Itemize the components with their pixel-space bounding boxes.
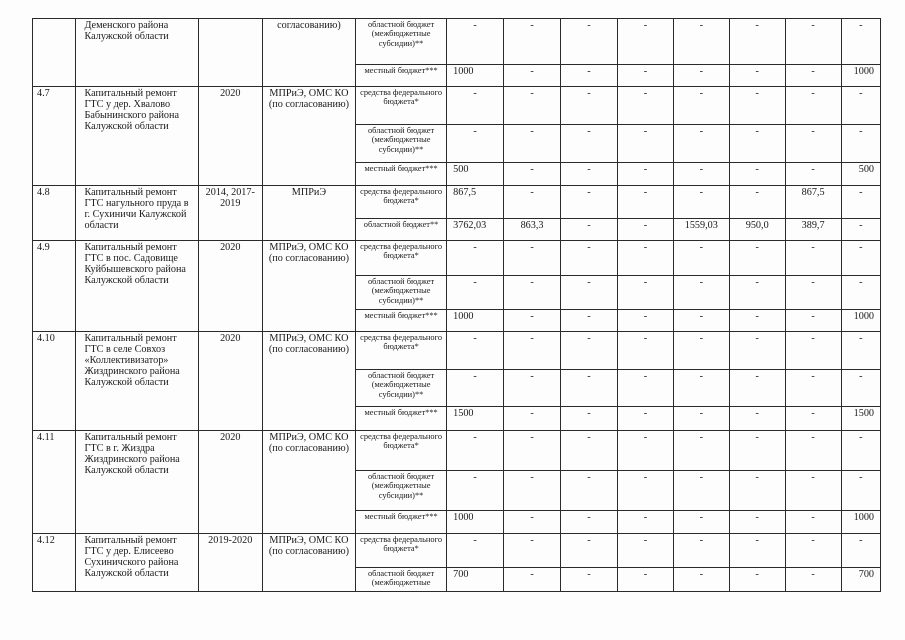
value-cell: - <box>447 471 504 511</box>
value-cell: - <box>617 186 673 219</box>
value-cell: - <box>617 163 673 186</box>
item-executor: МПРиЭ, ОМС КО (по согласованию) <box>262 87 355 186</box>
value-cell: - <box>617 332 673 370</box>
value-cell: - <box>729 241 785 276</box>
item-executor: МПРиЭ <box>262 186 355 241</box>
item-executor: МПРиЭ, ОМС КО (по согласованию) <box>262 332 355 431</box>
value-cell: - <box>729 332 785 370</box>
table-row <box>33 87 881 125</box>
value-cell: - <box>785 370 841 407</box>
value-cell: - <box>617 568 673 592</box>
value-cell: - <box>561 332 618 370</box>
value-cell: 1000 <box>841 65 880 87</box>
value-cell: - <box>673 87 729 125</box>
value-cell: - <box>561 87 618 125</box>
value-cell: - <box>504 332 561 370</box>
value-cell: - <box>841 431 880 471</box>
item-year: 2020 <box>198 87 262 186</box>
funding-source: местный бюджет*** <box>356 407 447 431</box>
item-number: 4.10 <box>33 332 76 431</box>
value-cell: - <box>673 332 729 370</box>
value-cell: - <box>729 163 785 186</box>
item-name: Капитальный ремонт ГТС нагульного пруда в г. Сухиничи Калужской области <box>76 186 198 241</box>
value-cell: - <box>561 219 618 241</box>
value-cell: 1000 <box>447 65 504 87</box>
value-cell: - <box>561 65 618 87</box>
value-cell: - <box>785 125 841 163</box>
value-cell: - <box>673 310 729 332</box>
value-cell: - <box>561 407 618 431</box>
table-row <box>33 19 881 65</box>
value-cell: - <box>785 431 841 471</box>
value-cell: - <box>673 276 729 310</box>
value-cell: - <box>617 276 673 310</box>
value-cell: 1000 <box>447 310 504 332</box>
table-body <box>33 19 881 592</box>
value-cell: - <box>673 125 729 163</box>
funding-source: средства федерального бюджета* <box>356 332 447 370</box>
value-cell: 950,0 <box>729 219 785 241</box>
value-cell: - <box>841 19 880 65</box>
value-cell: - <box>673 163 729 186</box>
item-number <box>33 19 76 87</box>
value-cell: - <box>617 87 673 125</box>
value-cell: - <box>729 568 785 592</box>
value-cell: - <box>447 125 504 163</box>
value-cell: - <box>841 534 880 568</box>
funding-source: средства федерального бюджета* <box>356 431 447 471</box>
table-row <box>33 534 881 568</box>
value-cell: - <box>504 310 561 332</box>
value-cell: - <box>504 407 561 431</box>
value-cell: - <box>561 534 618 568</box>
item-name: Деменского района Калужской области <box>76 19 198 87</box>
funding-source: областной бюджет (межбюджетные субсидии)** <box>356 471 447 511</box>
value-cell: - <box>617 431 673 471</box>
value-cell: - <box>504 125 561 163</box>
value-cell: - <box>617 471 673 511</box>
item-name: Капитальный ремонт ГТС в г. Жиздра Жиздринского района Калужской области <box>76 431 198 534</box>
item-year <box>198 19 262 87</box>
value-cell: 1000 <box>841 310 880 332</box>
item-year: 2020 <box>198 332 262 431</box>
funding-source: местный бюджет*** <box>356 65 447 87</box>
value-cell: 1500 <box>447 407 504 431</box>
value-cell: - <box>841 332 880 370</box>
value-cell: - <box>561 125 618 163</box>
value-cell: - <box>729 407 785 431</box>
value-cell: - <box>785 534 841 568</box>
value-cell: - <box>785 407 841 431</box>
value-cell: - <box>447 276 504 310</box>
value-cell: - <box>561 163 618 186</box>
funding-source: областной бюджет (межбюджетные <box>356 568 447 592</box>
table-row <box>33 241 881 276</box>
value-cell: - <box>617 65 673 87</box>
value-cell: - <box>617 219 673 241</box>
value-cell: - <box>785 87 841 125</box>
value-cell: - <box>504 534 561 568</box>
value-cell: 867,5 <box>785 186 841 219</box>
value-cell: - <box>504 471 561 511</box>
value-cell: - <box>504 87 561 125</box>
value-cell: - <box>673 534 729 568</box>
value-cell: - <box>841 219 880 241</box>
value-cell: - <box>841 241 880 276</box>
value-cell: - <box>504 370 561 407</box>
value-cell: - <box>785 276 841 310</box>
value-cell: - <box>729 125 785 163</box>
value-cell: - <box>504 276 561 310</box>
funding-source: областной бюджет (межбюджетные субсидии)** <box>356 276 447 310</box>
value-cell: - <box>673 407 729 431</box>
value-cell: - <box>673 511 729 534</box>
value-cell: - <box>617 241 673 276</box>
value-cell: - <box>447 332 504 370</box>
value-cell: - <box>561 370 618 407</box>
item-year: 2019-2020 <box>198 534 262 592</box>
value-cell: - <box>673 471 729 511</box>
funding-source: областной бюджет (межбюджетные субсидии)** <box>356 370 447 407</box>
item-number: 4.8 <box>33 186 76 241</box>
value-cell: - <box>617 370 673 407</box>
value-cell: - <box>617 310 673 332</box>
item-executor: МПРиЭ, ОМС КО (по согласованию) <box>262 534 355 592</box>
value-cell: 863,3 <box>504 219 561 241</box>
budget-table <box>32 18 881 592</box>
value-cell: - <box>729 19 785 65</box>
item-executor: МПРиЭ, ОМС КО (по согласованию) <box>262 241 355 332</box>
value-cell: - <box>729 87 785 125</box>
item-name: Капитальный ремонт ГТС в селе Совхоз «Коллективизатор» Жиздринского района Калужской области <box>76 332 198 431</box>
funding-source: местный бюджет*** <box>356 310 447 332</box>
value-cell: - <box>673 568 729 592</box>
value-cell: - <box>673 431 729 471</box>
item-number: 4.7 <box>33 87 76 186</box>
value-cell: - <box>785 511 841 534</box>
funding-source: областной бюджет (межбюджетные субсидии)** <box>356 19 447 65</box>
funding-source: средства федерального бюджета* <box>356 241 447 276</box>
value-cell: - <box>785 19 841 65</box>
value-cell: - <box>729 471 785 511</box>
value-cell: - <box>447 431 504 471</box>
value-cell: - <box>447 370 504 407</box>
value-cell: - <box>504 163 561 186</box>
funding-source: местный бюджет*** <box>356 511 447 534</box>
value-cell: - <box>561 511 618 534</box>
value-cell: - <box>729 370 785 407</box>
funding-source: средства федерального бюджета* <box>356 87 447 125</box>
table-row <box>33 431 881 471</box>
value-cell: - <box>841 471 880 511</box>
value-cell: - <box>504 19 561 65</box>
value-cell: - <box>617 125 673 163</box>
value-cell: 3762,03 <box>447 219 504 241</box>
funding-source: местный бюджет*** <box>356 163 447 186</box>
value-cell: 867,5 <box>447 186 504 219</box>
value-cell: - <box>729 276 785 310</box>
value-cell: - <box>561 19 618 65</box>
value-cell: - <box>841 186 880 219</box>
value-cell: 700 <box>841 568 880 592</box>
value-cell: - <box>617 407 673 431</box>
value-cell: - <box>504 511 561 534</box>
value-cell: - <box>504 568 561 592</box>
funding-source: средства федерального бюджета* <box>356 186 447 219</box>
value-cell: - <box>561 310 618 332</box>
funding-source: областной бюджет (межбюджетные субсидии)** <box>356 125 447 163</box>
value-cell: - <box>841 276 880 310</box>
value-cell: - <box>561 568 618 592</box>
value-cell: - <box>617 534 673 568</box>
item-name: Капитальный ремонт ГТС у дер. Елисеево Сухиничского района Калужской области <box>76 534 198 592</box>
item-number: 4.9 <box>33 241 76 332</box>
value-cell: - <box>447 19 504 65</box>
value-cell: - <box>841 125 880 163</box>
value-cell: - <box>504 431 561 471</box>
value-cell: 500 <box>841 163 880 186</box>
item-name: Капитальный ремонт ГТС в пос. Садовище Куйбышевского района Калужской области <box>76 241 198 332</box>
value-cell: - <box>673 19 729 65</box>
funding-source: областной бюджет** <box>356 219 447 241</box>
value-cell: - <box>673 65 729 87</box>
item-name: Капитальный ремонт ГТС у дер. Хвалово Бабынинского района Калужской области <box>76 87 198 186</box>
value-cell: - <box>841 87 880 125</box>
value-cell: - <box>729 431 785 471</box>
value-cell: 389,7 <box>785 219 841 241</box>
value-cell: - <box>561 431 618 471</box>
item-number: 4.12 <box>33 534 76 592</box>
value-cell: - <box>785 241 841 276</box>
value-cell: - <box>561 186 618 219</box>
value-cell: - <box>504 65 561 87</box>
item-executor: МПРиЭ, ОМС КО (по согласованию) <box>262 431 355 534</box>
value-cell: - <box>673 370 729 407</box>
value-cell: - <box>504 186 561 219</box>
value-cell: 700 <box>447 568 504 592</box>
value-cell: - <box>561 276 618 310</box>
value-cell: - <box>447 534 504 568</box>
value-cell: 1000 <box>447 511 504 534</box>
value-cell: - <box>729 186 785 219</box>
value-cell: - <box>729 65 785 87</box>
value-cell: - <box>617 19 673 65</box>
value-cell: 1500 <box>841 407 880 431</box>
item-executor: согласованию) <box>262 19 355 87</box>
value-cell: - <box>729 310 785 332</box>
value-cell: 1559,03 <box>673 219 729 241</box>
item-year: 2020 <box>198 241 262 332</box>
value-cell: - <box>729 511 785 534</box>
value-cell: - <box>561 241 618 276</box>
value-cell: - <box>504 241 561 276</box>
item-year: 2020 <box>198 431 262 534</box>
value-cell: - <box>785 310 841 332</box>
value-cell: - <box>785 471 841 511</box>
value-cell: - <box>785 332 841 370</box>
value-cell: 500 <box>447 163 504 186</box>
table-row <box>33 186 881 219</box>
value-cell: - <box>785 65 841 87</box>
item-year: 2014, 2017-2019 <box>198 186 262 241</box>
value-cell: - <box>447 87 504 125</box>
value-cell: - <box>785 568 841 592</box>
value-cell: - <box>841 370 880 407</box>
item-number: 4.11 <box>33 431 76 534</box>
value-cell: 1000 <box>841 511 880 534</box>
value-cell: - <box>561 471 618 511</box>
value-cell: - <box>785 163 841 186</box>
value-cell: - <box>447 241 504 276</box>
value-cell: - <box>729 534 785 568</box>
table-row <box>33 332 881 370</box>
funding-source: средства федерального бюджета* <box>356 534 447 568</box>
value-cell: - <box>673 186 729 219</box>
value-cell: - <box>673 241 729 276</box>
value-cell: - <box>617 511 673 534</box>
